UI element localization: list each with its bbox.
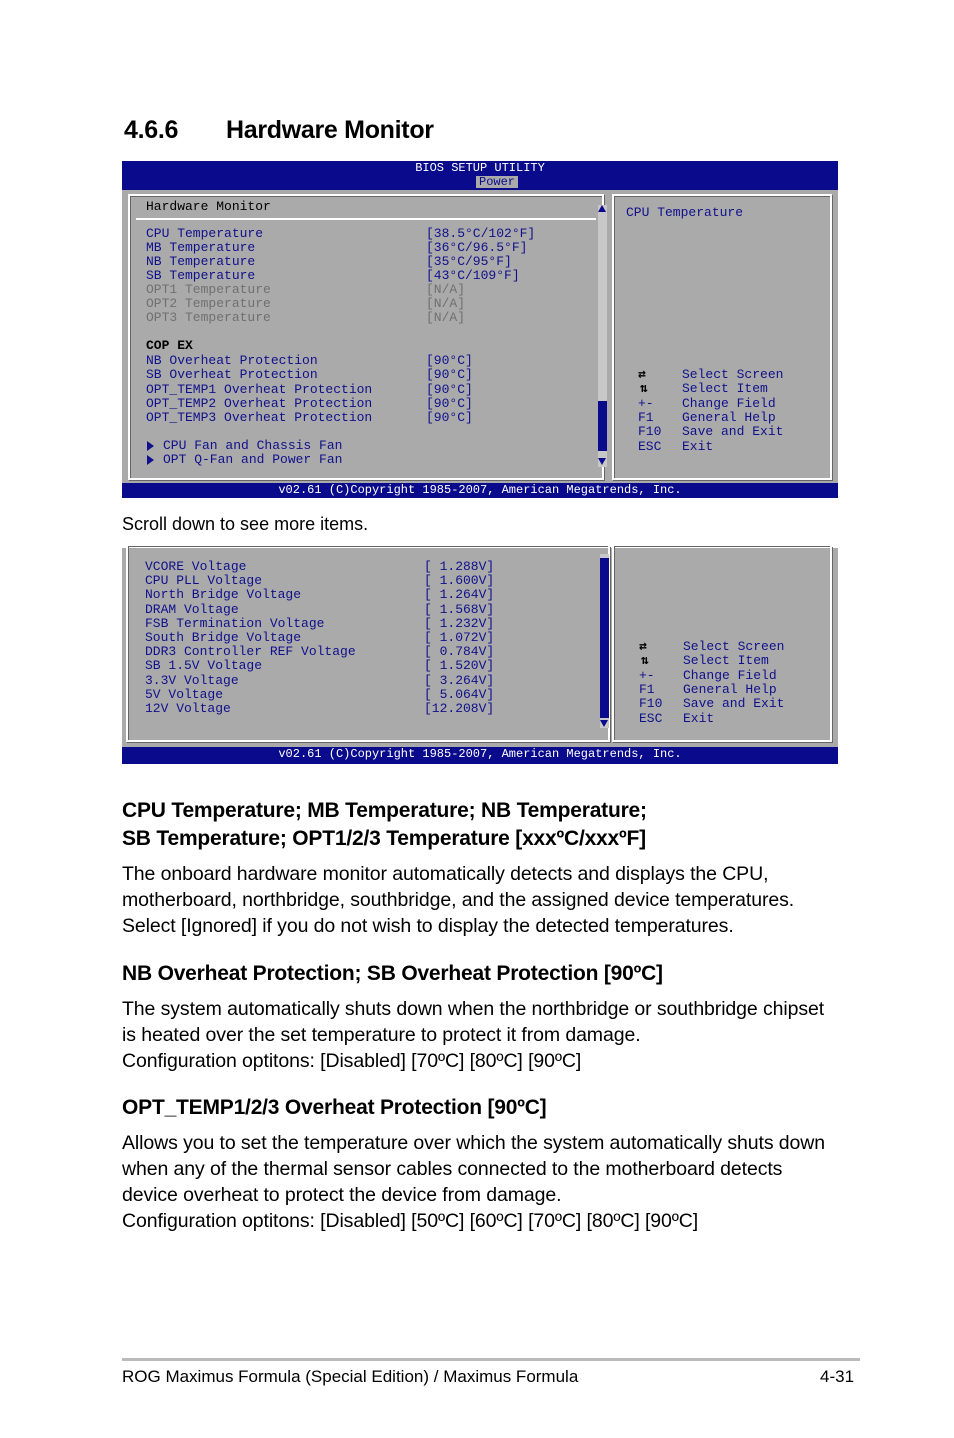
key-action: Save and Exit [683, 696, 785, 712]
paragraph-opt-temp [122, 1130, 842, 1234]
tab-power[interactable]: Power [476, 176, 518, 188]
setting-label[interactable]: CPU Temperature [146, 226, 264, 241]
text-line: Configuration optitons: [Disabled] [70ºC] [80ºC] [90ºC] [122, 1050, 582, 1072]
text-line: when any of the thermal sensor cables connected to the motherboard detects [122, 1158, 783, 1180]
scroll-thumb[interactable] [598, 401, 607, 451]
panel-divider [136, 218, 596, 220]
setting-label[interactable]: OPT_TEMP2 Overheat Protection [146, 395, 373, 411]
voltage-label: North Bridge Voltage [145, 587, 302, 603]
heading-overheat-protection [122, 960, 663, 988]
key-action: General Help [682, 409, 776, 425]
setting-value[interactable]: [35°C/95°F] [426, 254, 512, 269]
voltage-value: [ 1.072V] [424, 630, 495, 645]
setting-label[interactable]: OPT_TEMP1 Overheat Protection [146, 381, 373, 397]
voltage-value: [ 0.784V] [424, 644, 495, 660]
voltage-label: FSB Termination Voltage [145, 615, 325, 631]
voltage-value: [ 1.264V] [424, 587, 495, 603]
key-action: Select Item [682, 381, 768, 397]
page-number: 4-31 [820, 1367, 855, 1386]
key-name: F10 [638, 424, 662, 440]
bios-copyright-bar [122, 483, 838, 498]
text-line: Allows you to set the temperature over which the system automatically shuts down [122, 1132, 825, 1154]
setting-label[interactable]: OPT_TEMP3 Overheat Protection [146, 410, 373, 426]
scroll-thumb-2[interactable] [600, 558, 609, 718]
key-action: Exit [683, 710, 715, 726]
setting-label[interactable]: SB Temperature [146, 268, 256, 283]
setting-label[interactable]: OPT3 Temperature [146, 310, 271, 325]
voltage-value: [ 3.264V] [424, 672, 495, 688]
setting-label[interactable]: SB Overheat Protection [146, 367, 318, 383]
panel-title: Hardware Monitor [146, 199, 271, 214]
scroll-down-arrow-icon[interactable] [598, 458, 606, 465]
voltage-value: [ 1.600V] [424, 573, 495, 589]
key-action: Select Screen [682, 367, 784, 382]
bios-title: BIOS SETUP UTILITY [415, 161, 545, 175]
setting-value[interactable]: [90°C] [426, 381, 473, 397]
section-title-text: Hardware Monitor [226, 116, 434, 144]
submenu-arrow-icon [147, 455, 154, 465]
setting-label[interactable]: MB Temperature [146, 240, 256, 255]
text-line: Configuration optitons: [Disabled] [50ºC] [60ºC] [70ºC] [80ºC] [90ºC] [122, 1210, 699, 1232]
scroll-up-arrow-icon[interactable] [598, 205, 606, 212]
scroll-down-arrow-icon[interactable] [600, 720, 608, 727]
submenu-item[interactable]: OPT Q-Fan and Power Fan [163, 452, 343, 467]
setting-value[interactable]: [90°C] [426, 353, 473, 368]
voltage-label: South Bridge Voltage [145, 630, 302, 645]
key-action: Change Field [683, 667, 777, 683]
key-action: Select Item [683, 653, 769, 669]
setting-label[interactable]: OPT2 Temperature [146, 296, 271, 311]
key-name: ESC [638, 438, 662, 454]
voltage-label: 3.3V Voltage [145, 672, 239, 688]
voltage-label: 5V Voltage [145, 686, 224, 702]
voltage-label: CPU PLL Voltage [145, 573, 263, 589]
bios-copyright-2: v02.61 (C)Copyright 1985-2007, American Megatrends, Inc. [278, 747, 682, 761]
voltage-value: [ 1.288V] [424, 559, 495, 574]
key-name: F10 [639, 696, 663, 712]
help-title: CPU Temperature [626, 205, 744, 220]
voltage-value: [ 5.064V] [424, 686, 495, 702]
paragraph-temperatures [122, 861, 842, 939]
heading-line: CPU Temperature; MB Temperature; NB Temperature; [122, 799, 647, 822]
setting-value[interactable]: [N/A] [426, 296, 466, 311]
heading-temperatures [122, 797, 647, 853]
section-title [124, 116, 434, 145]
heading-opt-temp [122, 1094, 546, 1122]
setting-value[interactable]: [43°C/109°F] [426, 268, 520, 283]
scrollbar[interactable] [598, 205, 607, 467]
setting-value[interactable]: [90°C] [426, 395, 473, 411]
text-line: is heated over the set temperature to protect it from damage. [122, 1024, 641, 1046]
setting-label[interactable]: OPT1 Temperature [146, 282, 271, 297]
key-action: General Help [683, 681, 777, 697]
key-action: Save and Exit [682, 424, 784, 440]
key-name: +- [638, 395, 654, 411]
cop-heading: COP EX [146, 338, 193, 353]
key-action: Exit [682, 438, 714, 454]
setting-value[interactable]: [N/A] [426, 282, 466, 297]
up-down-arrows-icon: ⇅ [641, 653, 649, 669]
submenu-item[interactable]: CPU Fan and Chassis Fan [163, 438, 343, 453]
setting-label[interactable]: NB Temperature [146, 254, 256, 269]
key-name: F1 [638, 409, 654, 425]
voltage-label: VCORE Voltage [145, 559, 247, 574]
key-name: ESC [639, 710, 663, 726]
bios-copyright: v02.61 (C)Copyright 1985-2007, American Megatrends, Inc. [278, 483, 682, 497]
bios-copyright-bar-2 [122, 747, 838, 764]
heading-line: NB Overheat Protection; SB Overheat Protection [90ºC] [122, 962, 663, 985]
voltage-value: [ 1.568V] [424, 601, 495, 617]
text-line: device overheat to protect the device from damage. [122, 1184, 562, 1206]
voltage-label: SB 1.5V Voltage [145, 658, 263, 674]
voltage-value: [ 1.520V] [424, 658, 495, 674]
left-right-arrows-icon: ⇄ [639, 639, 647, 654]
setting-label[interactable]: NB Overheat Protection [146, 353, 318, 368]
bios-screen-hardware-monitor [122, 161, 838, 498]
setting-value[interactable]: [90°C] [426, 410, 473, 426]
text-line: Select [Ignored] if you do not wish to display the detected temperatures. [122, 915, 734, 937]
scrollbar-2[interactable] [600, 554, 609, 728]
footer-title: ROG Maximus Formula (Special Edition) / Maximus Formula [122, 1367, 579, 1386]
section-number: 4.6.6 [124, 116, 179, 144]
setting-value[interactable]: [90°C] [426, 367, 473, 383]
submenu-arrow-icon [147, 441, 154, 451]
scroll-caption: Scroll down to see more items. [122, 514, 369, 534]
text-line: motherboard, northbridge, southbridge, and the assigned device temperatures. [122, 889, 795, 911]
voltage-label: 12V Voltage [145, 701, 231, 716]
up-down-arrows-icon: ⇅ [640, 381, 648, 397]
voltage-label: DDR3 Controller REF Voltage [145, 644, 356, 660]
footer-rule [122, 1358, 860, 1361]
heading-line: SB Temperature; OPT1/2/3 Temperature [xxxºC/xxxºF] [122, 827, 646, 850]
heading-line: OPT_TEMP1/2/3 Overheat Protection [90ºC] [122, 1096, 547, 1119]
setting-value[interactable]: [38.5°C/102°F] [426, 226, 536, 241]
voltage-value: [ 1.232V] [424, 615, 495, 631]
setting-value[interactable]: [N/A] [426, 310, 466, 325]
text-line: The onboard hardware monitor automatically detects and displays the CPU, [122, 863, 769, 885]
text-line: The system automatically shuts down when the northbridge or southbridge chipset [122, 998, 825, 1020]
key-name: F1 [639, 681, 655, 697]
key-action: Select Screen [683, 639, 785, 654]
bios-screen-voltages [122, 548, 838, 764]
key-action: Change Field [682, 395, 776, 411]
left-right-arrows-icon: ⇄ [638, 367, 646, 382]
setting-value[interactable]: [36°C/96.5°F] [426, 240, 528, 255]
paragraph-overheat-protection [122, 996, 842, 1074]
voltage-label: DRAM Voltage [145, 601, 239, 617]
key-name: +- [639, 667, 655, 683]
voltage-value: [12.208V] [424, 701, 495, 716]
